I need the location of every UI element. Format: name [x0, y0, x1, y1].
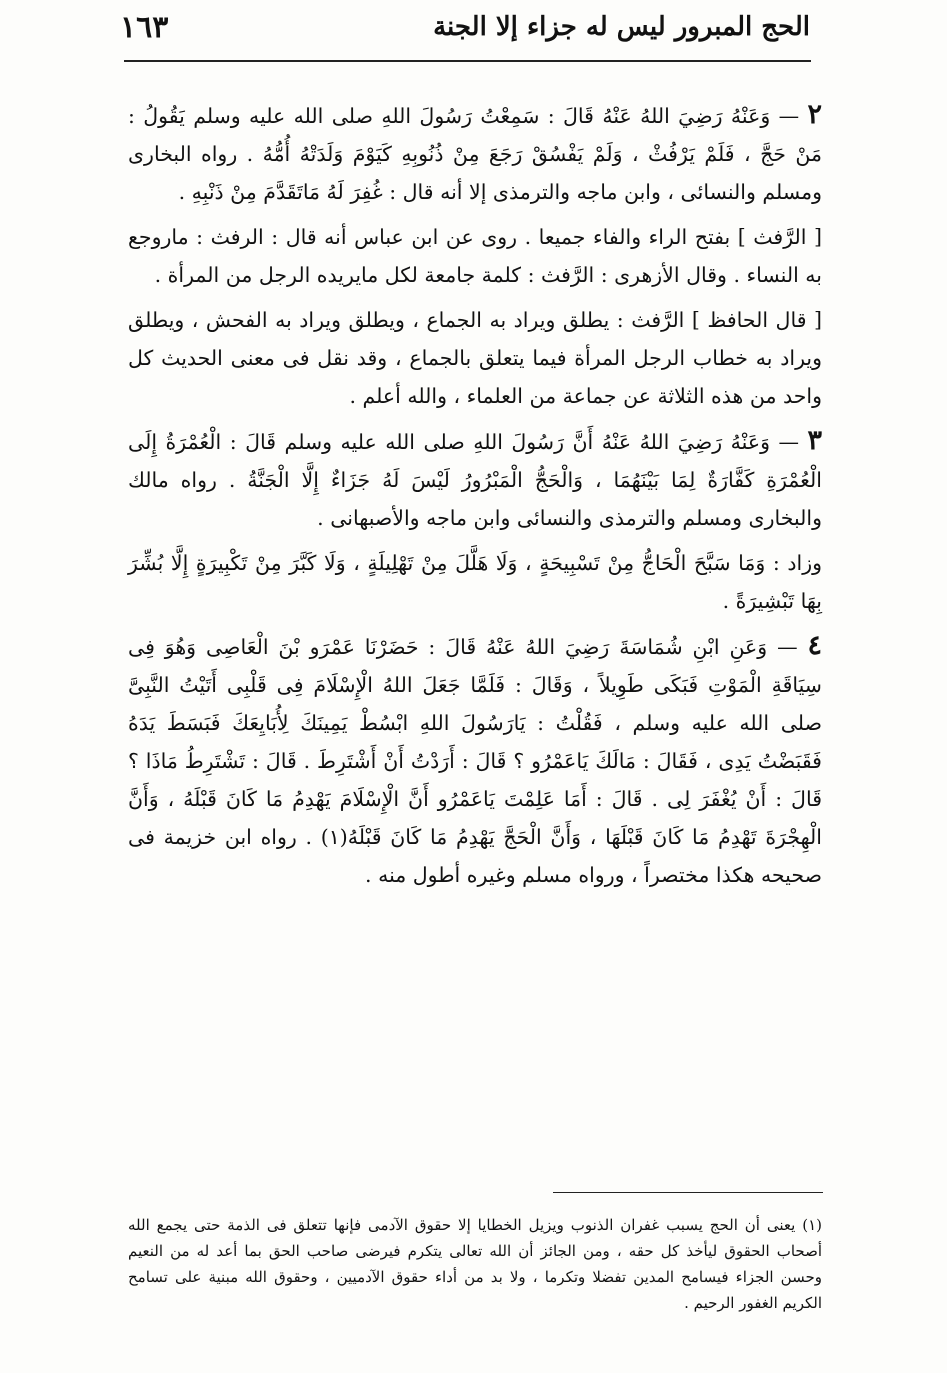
header-divider	[124, 60, 811, 62]
commentary-paragraph	[128, 218, 822, 294]
commentary-paragraph	[128, 301, 822, 415]
hadith-number: ٢	[807, 99, 822, 130]
hadith-number: ٤	[807, 630, 822, 661]
running-title: الحج المبرور ليس له جزاء إلا الجنة	[433, 12, 810, 42]
hadith-paragraph	[128, 96, 822, 211]
footnote-divider	[553, 1192, 823, 1193]
paragraph-text: وزاد : وَمَا سَبَّحَ الْحَاجُّ مِنْ تَسْبِيحَةٍ ، وَلَا هَلَّلَ مِنْ تَهْلِيلَةٍ ، وَلَا كَبَّرَ مِنْ تَكْبِيرَةٍ إِلَّا بُشِّرَ بِهَا تَبْشِيرَةً .	[128, 551, 822, 613]
hadith-number: ٣	[807, 425, 822, 456]
paragraph-text: [ قال الحافظ ] الرَّفث : يطلق ويراد به الجماع ، ويطلق ويراد به الفحش ، ويطلق ويراد به خطاب الرجل المرأة فيما يتعلق بالجماع ، وقد نقل فى معنى الحديث كل واحد من هذه الثلاثة عن جماعة من العلماء ، والله أعلم .	[128, 308, 822, 408]
paragraph-text: — وَعَنْهُ رَضِيَ اللهُ عَنْهُ قَالَ : سَمِعْتُ رَسُولَ اللهِ صلى الله عليه وسلم يَقُولُ : مَنْ حَجَّ ، فَلَمْ يَرْفُثْ ، وَلَمْ يَفْسُقْ رَجَعَ مِنْ ذُنُوبِهِ كَيَوْمَ وَلَدَتْهُ أُمُّهُ . رواه البخارى ومسلم والنسائى ، وابن ماجه والترمذى إلا أنه قال : غُفِرَ لَهُ مَاتَقَدَّمَ مِنْ ذَنْبِهِ .	[128, 104, 822, 204]
paragraph-text: — وَعَنِ ابْنِ شُمَاسَةَ رَضِيَ اللهُ عَنْهُ قَالَ : حَضَرْنَا عَمْرَو بْنَ الْعَاصِى وَهُوَ فِى سِيَاقَةِ الْمَوْتِ فَبَكَى طَوِيلاً ، وَقَالَ : فَلَمَّا جَعَلَ اللهُ الْإِسْلَامَ فِى قَلْبِى أَتَيْتُ النَّبِىَّ صلى الله عليه وسلم ، فَقُلْتُ : يَارَسُولَ اللهِ ابْسُطْ يَمِينَكَ لِأُبَايِعَكَ فَبَسَطَ يَدَهُ فَقَبَضْتُ يَدِى ، فَقَالَ : مَالَكَ يَاعَمْرُو ؟ قَالَ : أَرَدْتُ أَنْ أَشْتَرِطَ . قَالَ : تَشْتَرِطُ مَاذَا ؟ قَالَ : أَنْ يُغْفَرَ لِى . قَالَ : أَمَا عَلِمْتَ يَاعَمْرُو أَنَّ الْإِسْلَامَ يَهْدِمُ مَا كَانَ قَبْلَهُ ، وَأَنَّ الْهِجْرَةَ تَهْدِمُ مَا كَانَ قَبْلَهَا ، وَأَنَّ الْحَجَّ يَهْدِمُ مَا كَانَ قَبْلَهُ(١) . رواه ابن خزيمة فى صحيحه هكذا مختصراً ، ورواه مسلم وغيره أطول منه .	[128, 635, 822, 887]
footnote: (١) يعنى أن الحج يسبب غفران الذنوب ويزيل الخطايا إلا حقوق الآدمى فإنها تتعلق فى الذمة حتى يجمع الله أصحاب الحقوق ليأخذ كل حقه ، ومن الجائز أن الله تعالى يتكرم فيرضى صاحب الحق بما أعد له من النعيم وحسن الجزاء فيسامح المدين تفضلا وتكرما ، ولا بد من أداء حقوق الآدميين ، وحقوق الله مبنية على تسامح الكريم الغفور الرحيم .	[128, 1216, 822, 1312]
commentary-paragraph	[128, 544, 822, 620]
hadith-paragraph	[128, 627, 822, 894]
paragraph-text: [ الرَّفث ] بفتح الراء والفاء جميعا . روى عن ابن عباس أنه قال : الرفث : ماروجع به النساء . وقال الأزهرى : الرَّفث : كلمة جامعة لكل مايريده الرجل من المرأة .	[128, 225, 822, 287]
page-header	[120, 8, 810, 56]
page-number: ١٦٣	[120, 10, 169, 45]
paragraph-text: — وَعَنْهُ رَضِيَ اللهُ عَنْهُ أَنَّ رَسُولَ اللهِ صلى الله عليه وسلم قَالَ : الْعُمْرَةُ إِلَى الْعُمْرَةِ كَفَّارَةٌ لِمَا بَيْنَهُمَا ، وَالْحَجُّ الْمَبْرُورُ لَيْسَ لَهُ جَزَاءٌ إِلَّا الْجَنَّةُ . رواه مالك والبخارى ومسلم والترمذى والنسائى وابن ماجه والأصبهانى .	[128, 430, 822, 530]
body-text	[128, 92, 822, 901]
hadith-paragraph	[128, 422, 822, 537]
